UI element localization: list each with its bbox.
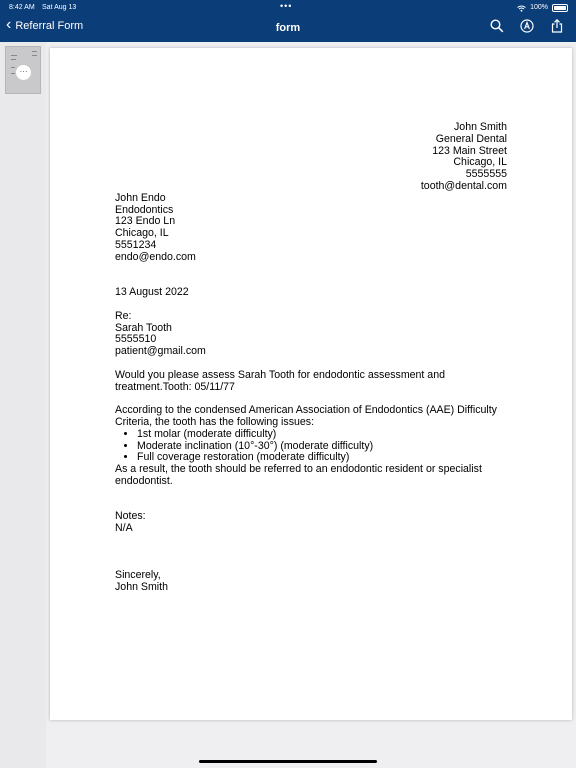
issues-list [115, 429, 507, 464]
letter-date: 13 August 2022 [115, 286, 189, 299]
more-options-icon[interactable]: ··· [16, 65, 31, 80]
multitasking-dots-icon[interactable]: ••• [280, 1, 293, 11]
nav-actions [490, 19, 564, 33]
battery-percent: 100% [530, 4, 548, 11]
re-line: 5555510 [115, 333, 157, 346]
recipient-line: 123 Endo Ln [115, 215, 176, 228]
signature: John Smith [115, 581, 168, 594]
status-date: Sat Aug 13 [42, 4, 77, 11]
criteria-intro: According to the condensed American Association of Endodontics (AAE) Difficulty Criteria, the tooth has the following issues: [115, 404, 497, 428]
sender-line: 5555555 [465, 168, 507, 181]
sender-line: 123 Main Street [432, 144, 507, 157]
recipient-line: John Endo [115, 191, 166, 204]
markup-icon[interactable] [520, 19, 534, 33]
list-item: • 1st molar (moderate difficulty) [137, 429, 507, 441]
recipient-line: 5551234 [115, 238, 157, 251]
home-indicator[interactable] [199, 760, 377, 763]
recipient-line: Endodontics [115, 203, 174, 216]
letter-body [115, 122, 507, 594]
recipient-line: Chicago, IL [115, 227, 169, 240]
closing: Sincerely, [115, 569, 161, 582]
navigation-bar [0, 0, 576, 42]
sender-line: Chicago, IL [453, 156, 507, 169]
re-block [115, 311, 507, 358]
sender-line: General Dental [435, 132, 507, 145]
request-paragraph: Would you please assess Sarah Tooth for endodontic assessment and treatment.Tooth: 05/11/77 [115, 368, 445, 393]
search-icon[interactable] [490, 19, 504, 33]
notes-label: Notes: [115, 510, 146, 523]
back-label: Referral Form [15, 20, 84, 32]
battery-icon [552, 4, 568, 12]
recipient-address [115, 193, 507, 264]
share-icon[interactable] [550, 19, 564, 33]
notes-value: N/A [115, 522, 133, 535]
sender-line: John Smith [454, 121, 507, 133]
sender-address [115, 122, 507, 193]
re-line: patient@gmail.com [115, 345, 206, 358]
chevron-left-icon: ‹ [6, 16, 12, 33]
page-title: form [275, 22, 301, 34]
recipient-line: endo@endo.com [115, 250, 196, 263]
document-page [50, 48, 572, 720]
list-item: • Moderate inclination (10°-30°) (moderate difficulty) [137, 441, 507, 453]
result-paragraph: As a result, the tooth should be referred to an endodontic resident or specialist endodontist. [115, 463, 482, 487]
status-right [517, 3, 568, 13]
sender-line: tooth@dental.com [420, 179, 507, 192]
wifi-icon [517, 5, 526, 12]
status-time: 8:42 AM [9, 4, 35, 11]
list-item: • Full coverage restoration (moderate difficulty) [137, 452, 507, 464]
thumbnail-sidebar [0, 42, 46, 768]
page-thumbnail[interactable] [5, 46, 41, 94]
re-line: Sarah Tooth [115, 321, 172, 334]
status-bar [0, 3, 576, 13]
re-line: Re: [115, 309, 132, 322]
